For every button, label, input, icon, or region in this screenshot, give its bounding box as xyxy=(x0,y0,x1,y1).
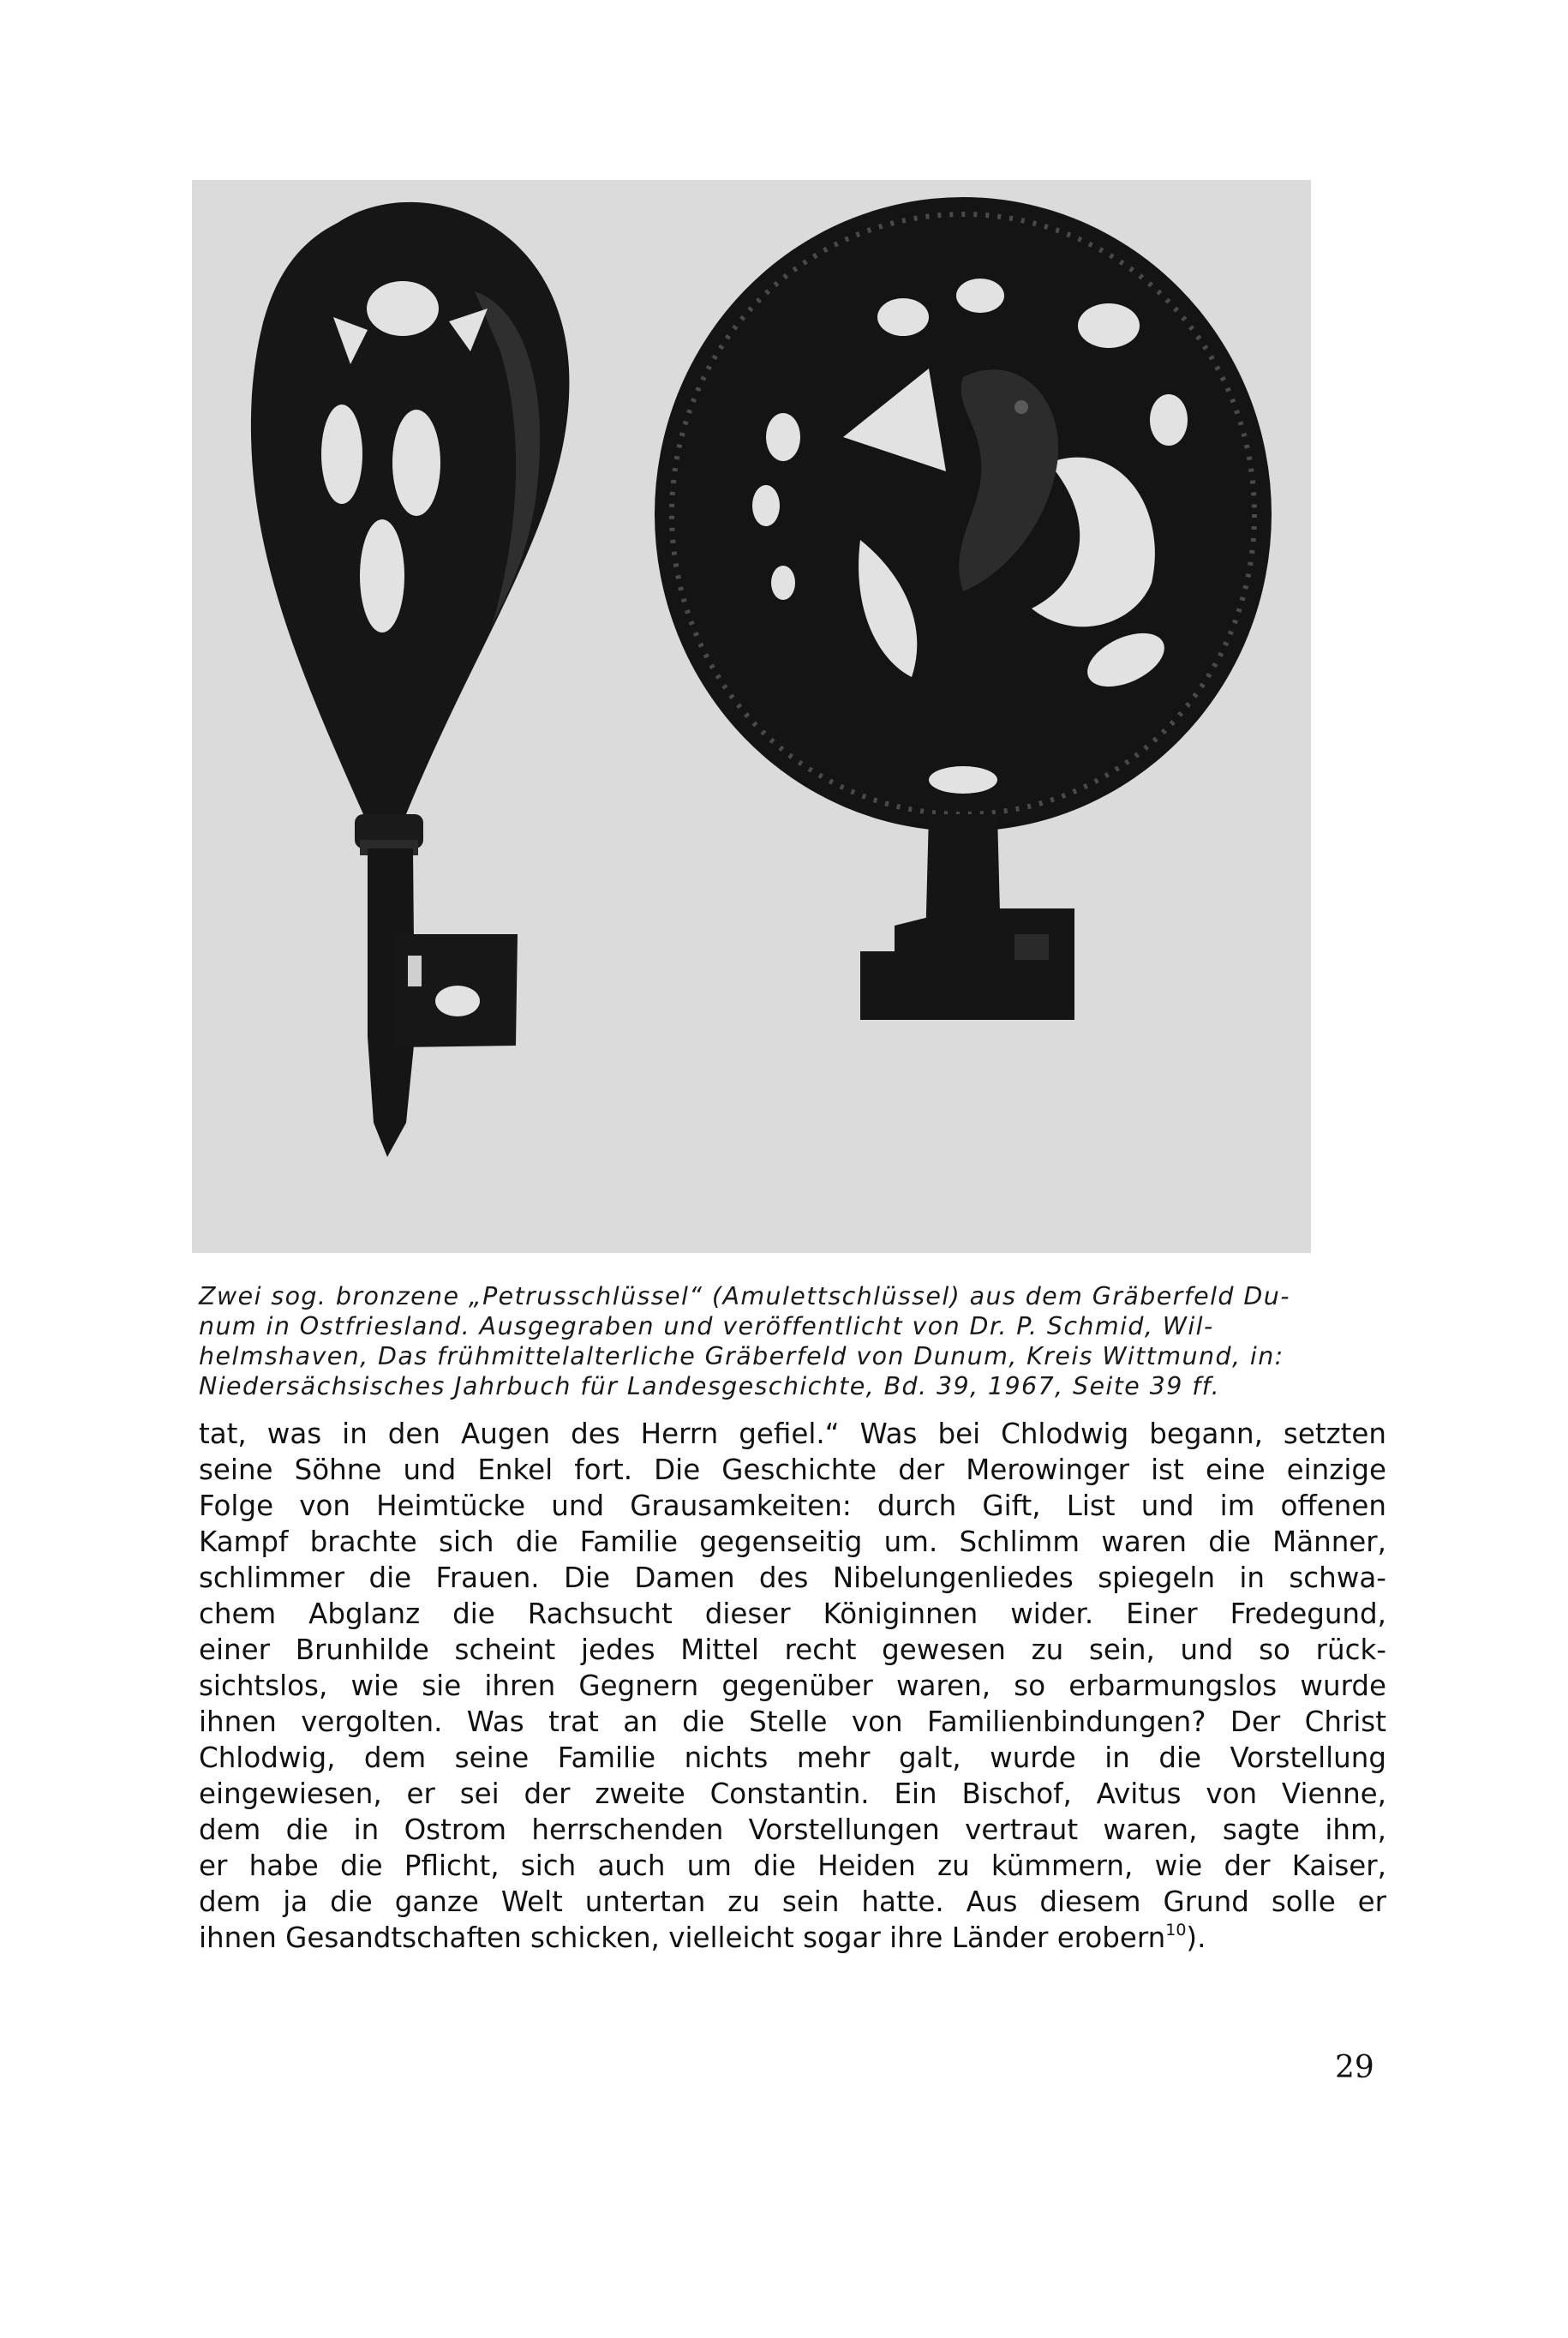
caption-line: num in Ostfriesland. Ausgegraben und veröffentlicht von Dr. P. Schmid, Wil- xyxy=(199,1312,1214,1340)
body-line: ihnen vergolten. Was trat an die Stelle von Familienbindungen? Der Christ xyxy=(199,1706,1386,1738)
body-line-end: ). xyxy=(1186,1921,1206,1954)
body-line: schlimmer die Frauen. Die Damen des Nibelungenliedes spiegeln in schwa- xyxy=(199,1562,1386,1594)
footnote-reference[interactable]: 10 xyxy=(1165,1921,1187,1939)
caption-line: Niedersächsisches Jahrbuch für Landesgeschichte, Bd. 39, 1967, Seite 39 ff. xyxy=(199,1372,1221,1400)
keys-photograph xyxy=(192,180,1311,1253)
caption-line: helmshaven, Das frühmittelalterliche Gräberfeld von Dunum, Kreis Wittmund, in: xyxy=(199,1342,1284,1370)
body-line: er habe die Pflicht, sich auch um die Heiden zu kümmern, wie der Kaiser, xyxy=(199,1849,1386,1882)
body-line: Chlodwig, dem seine Familie nichts mehr galt, wurde in die Vorstellung xyxy=(199,1742,1386,1774)
figure-caption xyxy=(199,1281,1398,1401)
body-line: einer Brunhilde scheint jedes Mittel recht gewesen zu sein, und so rück- xyxy=(199,1634,1386,1666)
body-last-line xyxy=(199,1920,1386,1956)
body-line: dem die in Ostrom herrschenden Vorstellungen vertraut waren, sagte ihm, xyxy=(199,1813,1386,1846)
body-paragraph xyxy=(199,1416,1386,1956)
body-line: tat, was in den Augen des Herrn gefiel.“ Was bei Chlodwig begann, setzten xyxy=(199,1418,1386,1450)
caption-line: Zwei sog. bronzene „Petrusschlüssel“ (Amulettschlüssel) aus dem Gräberfeld Du- xyxy=(199,1282,1290,1310)
body-line-text: ihnen Gesandtschaften schicken, vielleicht sogar ihre Länder erobern xyxy=(199,1921,1166,1954)
body-line: seine Söhne und Enkel fort. Die Geschichte der Merowinger ist eine einzige xyxy=(199,1454,1386,1486)
body-line: chem Abglanz die Rachsucht dieser Königinnen wider. Einer Fredegund, xyxy=(199,1598,1386,1630)
body-line: dem ja die ganze Welt untertan zu sein hatte. Aus diesem Grund solle er xyxy=(199,1885,1386,1918)
body-line: sichtslos, wie sie ihren Gegnern gegenüber waren, so erbarmungslos wurde xyxy=(199,1670,1386,1702)
body-line: eingewiesen, er sei der zweite Constantin. Ein Bischof, Avitus von Vienne, xyxy=(199,1777,1386,1810)
page-number: 29 xyxy=(1335,2050,1374,2085)
body-line: Kampf brachte sich die Familie gegenseitig um. Schlimm waren die Männer, xyxy=(199,1526,1386,1558)
body-line: Folge von Heimtücke und Grausamkeiten: durch Gift, List und im offenen xyxy=(199,1490,1386,1522)
